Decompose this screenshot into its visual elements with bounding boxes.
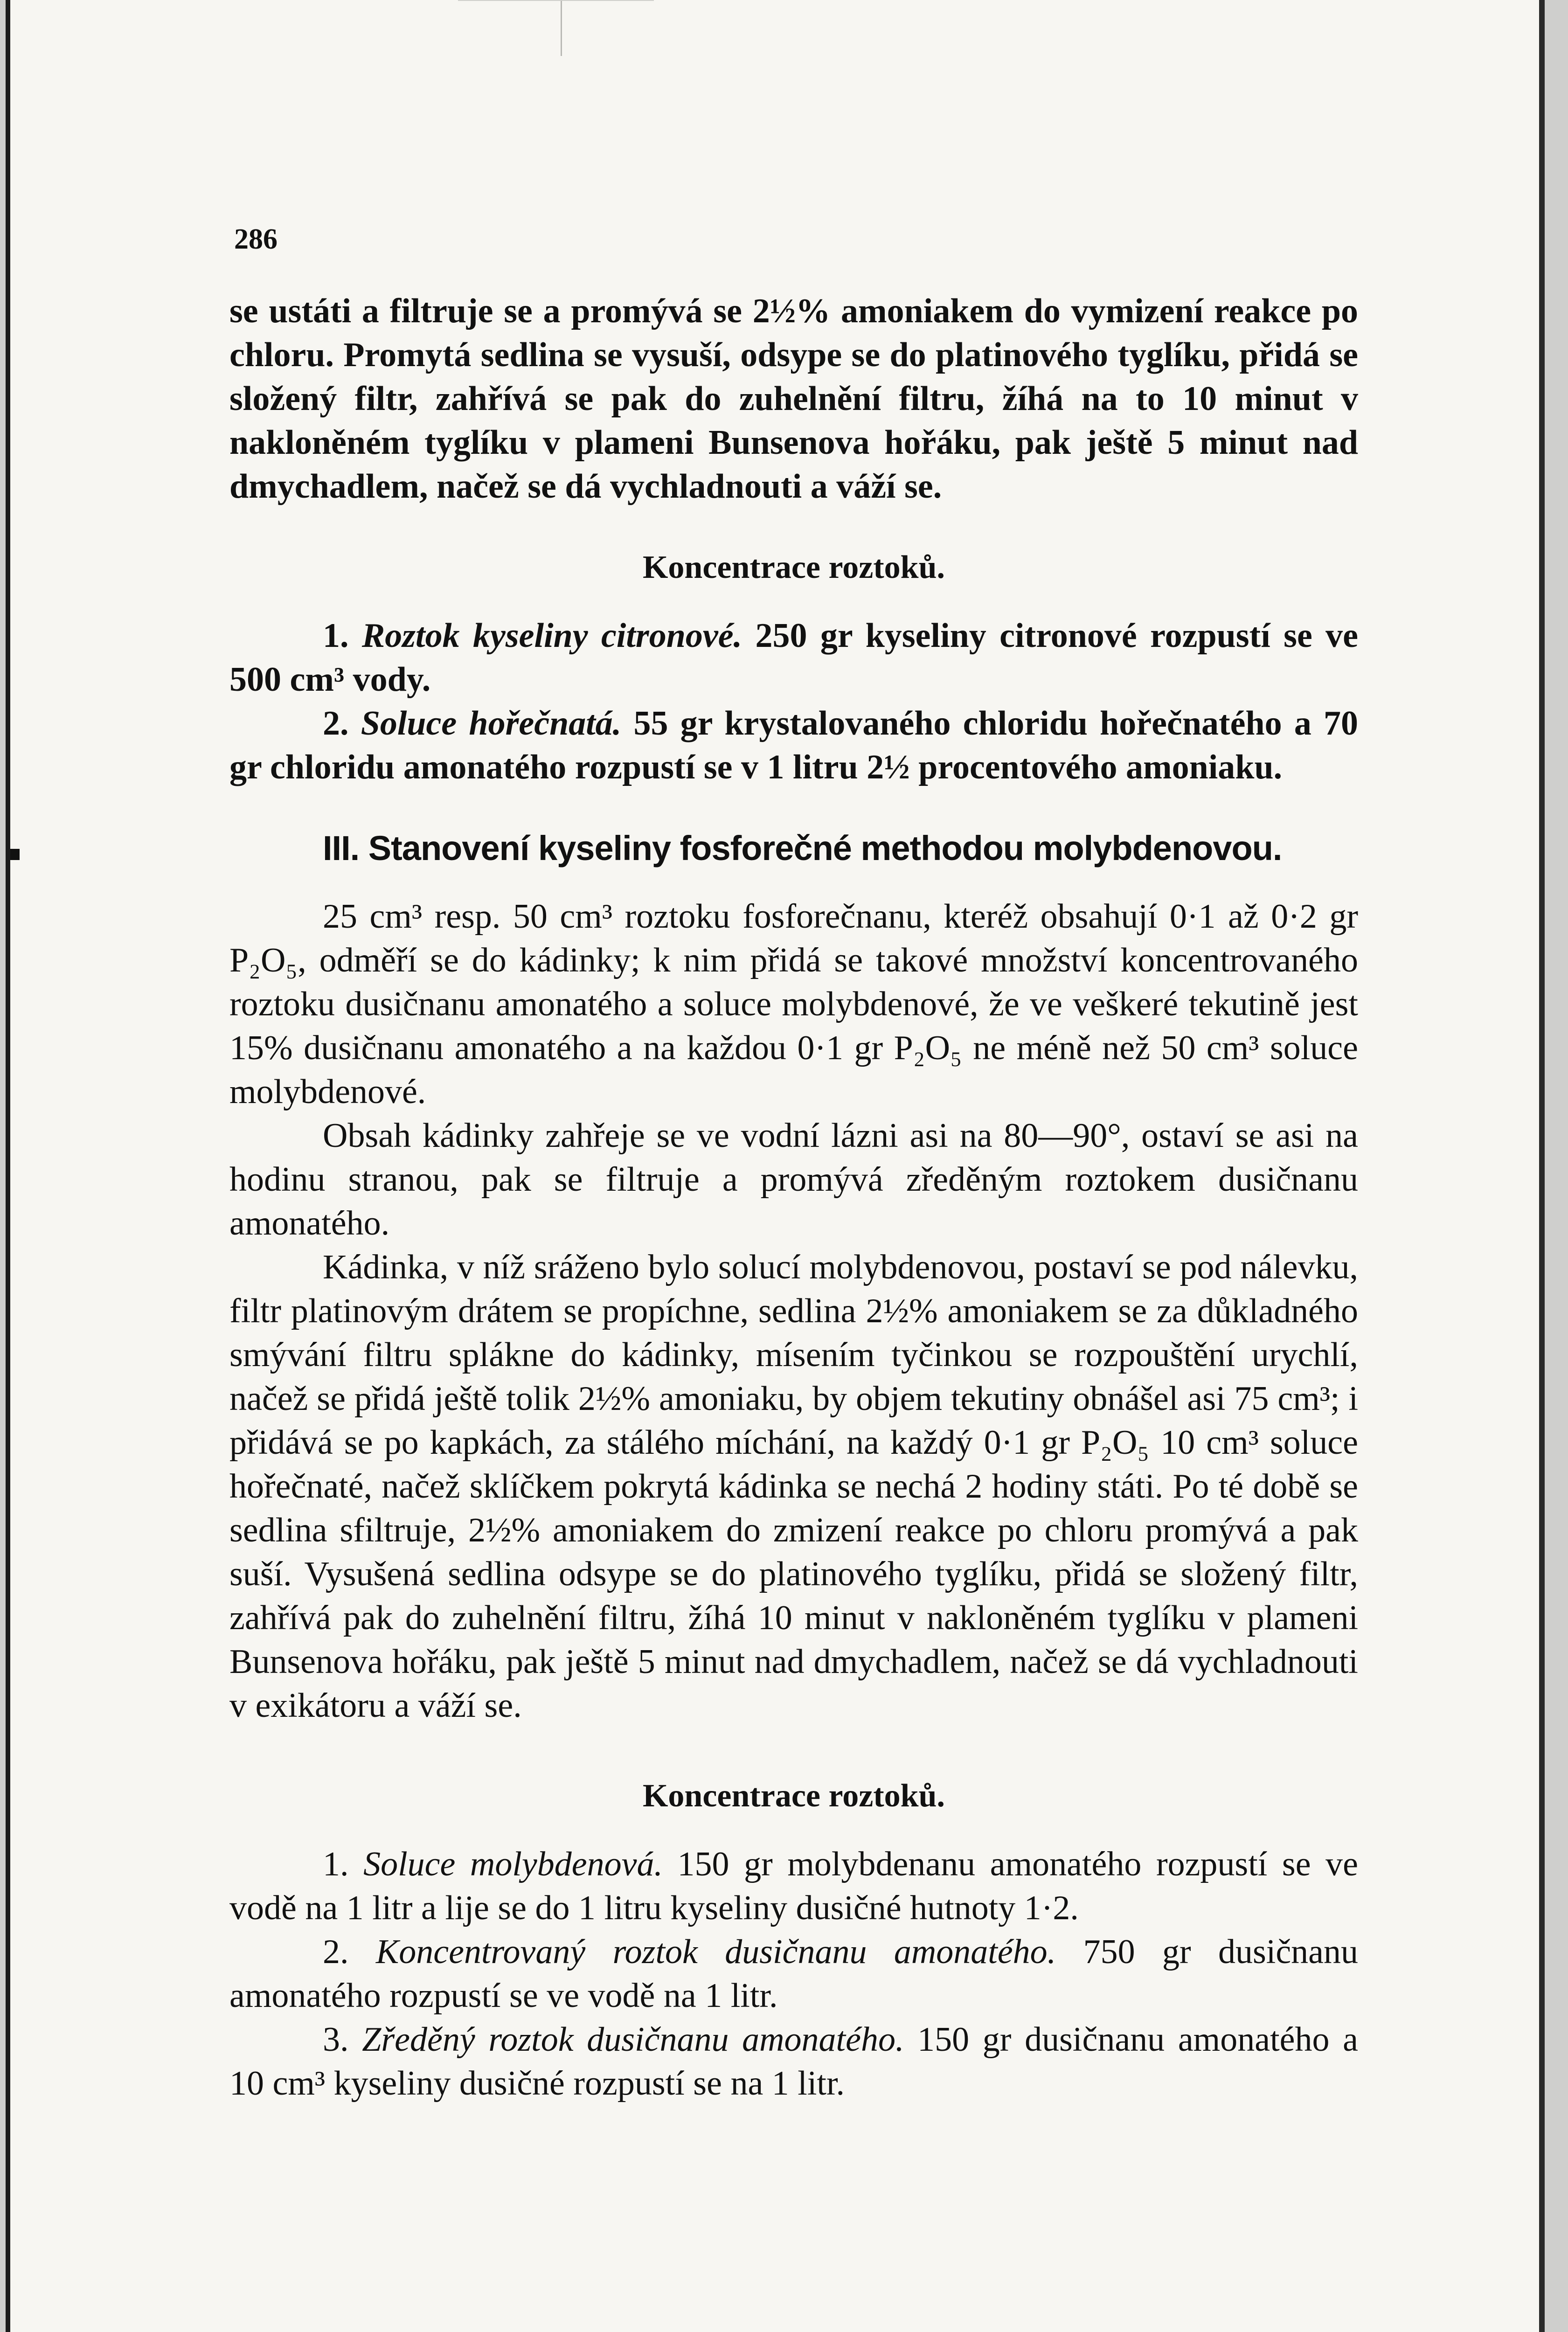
paragraph: 25 cm³ resp. 50 cm³ roztoku fosforečnanu, kteréž obsahují 0·1 až 0·2 gr P₂O₅, odměří se do kádinky; k nim přidá se takové množství koncentrovaného roztoku dusičnanu amonatého a soluce molybdenové, že ve veškeré tekutině jest 15% dusičnanu amonatého a na každou 0·1 gr P₂O₅ ne méně než 50 cm³ soluce molybdenové.: [229, 897, 1358, 1111]
item-number: 2.: [323, 1933, 349, 1971]
item-text: 250 gr kyseliny citronové rozpustí se ve 500 cm³ vody.: [229, 617, 1359, 699]
item-text: 750 gr dusičnanu amonatého rozpustí se ve vodě na 1 litr.: [229, 1933, 1359, 2015]
item-number: 1.: [323, 617, 349, 655]
item-number: 2.: [323, 704, 349, 743]
item-number: 3.: [323, 2020, 349, 2059]
item-text: 55 gr krystalovaného chloridu hořečnatého a 70 gr chloridu amonatého rozpustí se v 1 litru 2½ procentového amoniaku.: [229, 704, 1359, 786]
paragraph: Kádinka, v níž sráženo bylo solucí molybdenovou, postaví se pod nálevku, filtr platinovým drátem se propíchne, sedlina 2½% amoniakem se za důkladného smývání filtru splákne do kádinky, mísením tyčinkou se rozpouštění urychlí, načež se přidá ještě tolik 2½% amoniaku, by objem tekutiny obnášel asi 75 cm³; i přidává se po kapkách, za stálého míchání, na každý 0·1 gr P₂O₅ 10 cm³ soluce hořečnaté, načež sklíčkem pokrytá kádinka se nechá 2 hodiny státi. Po té době se sedlina sfiltruje, 2½% amoniakem do zmizení reakce po chloru promývá a pak suší. Vysušená sedlina odsype se do platinového tyglíku, přidá se složený filtr, zahřívá pak do zuhelnění filtru, žíhá 10 minut v nakloněném tyglíku v plameni Bunsenova hořáku, pak ještě 5 minut nad dmychadlem, načež se dá vychladnouti v exikátoru a váží se.: [229, 1248, 1358, 1725]
solution-item-1: [229, 614, 1358, 701]
concentration-heading-1: Koncentrace roztoků.: [642, 549, 945, 585]
item-text: 150 gr dusičnanu amonatého a 10 cm³ kyseliny dusičné rozpustí se na 1 litr.: [229, 2020, 1359, 2103]
page-number: 286: [234, 223, 278, 255]
section-heading: III. Stanovení kyseliny fosforečné methodou molybdenovou.: [323, 829, 1282, 868]
item-title: Zředěný roztok dusičnanu amonatého.: [362, 2020, 904, 2059]
item-title: Koncentrovaný roztok dusičnanu amonatého.: [375, 1933, 1056, 1971]
paragraph: Obsah kádinky zahřeje se ve vodní lázni asi na 80—90°, ostaví se asi na hodinu stranou, pak se filtruje a promývá zředěným roztokem dusičnanu amonatého.: [229, 1117, 1358, 1242]
intro-paragraph: se ustáti a filtruje se a promývá se 2½% amoniakem do vymizení reakce po chloru. Promytá sedlina se vysuší, odsype se do platinového tyglíku, přidá se složený filtr, zahřívá se pak do zuhelnění filtru, žíhá na to 10 minut v nakloněném tyglíku v plameni Bunsenova hořáku, pak ještě 5 minut nad dmychadlem, načež se dá vychladnouti a váží se.: [229, 292, 1358, 506]
item-number: 1.: [323, 1845, 349, 1883]
solution-item-2: [229, 1930, 1358, 2018]
document-page: [6, 0, 1545, 2332]
solution-item-1: [229, 1842, 1358, 1930]
item-title: Soluce hořečnatá.: [361, 704, 622, 743]
solution-item-2: [229, 701, 1358, 789]
concentration-heading-2: Koncentrace roztoků.: [642, 1778, 945, 1814]
scan-artifact: [458, 0, 654, 1]
scan-artifact: [561, 0, 562, 56]
binding-mark: [10, 849, 20, 860]
solution-item-3: [229, 2018, 1358, 2105]
page-body: [229, 289, 1358, 2105]
item-title: Soluce molybdenová.: [363, 1845, 663, 1883]
item-title: Roztok kyseliny citronové.: [361, 617, 742, 655]
item-text: 150 gr molybdenanu amonatého rozpustí se ve vodě na 1 litr a lije se do 1 litru kyseliny dusičné hutnoty 1·2.: [229, 1845, 1358, 1927]
